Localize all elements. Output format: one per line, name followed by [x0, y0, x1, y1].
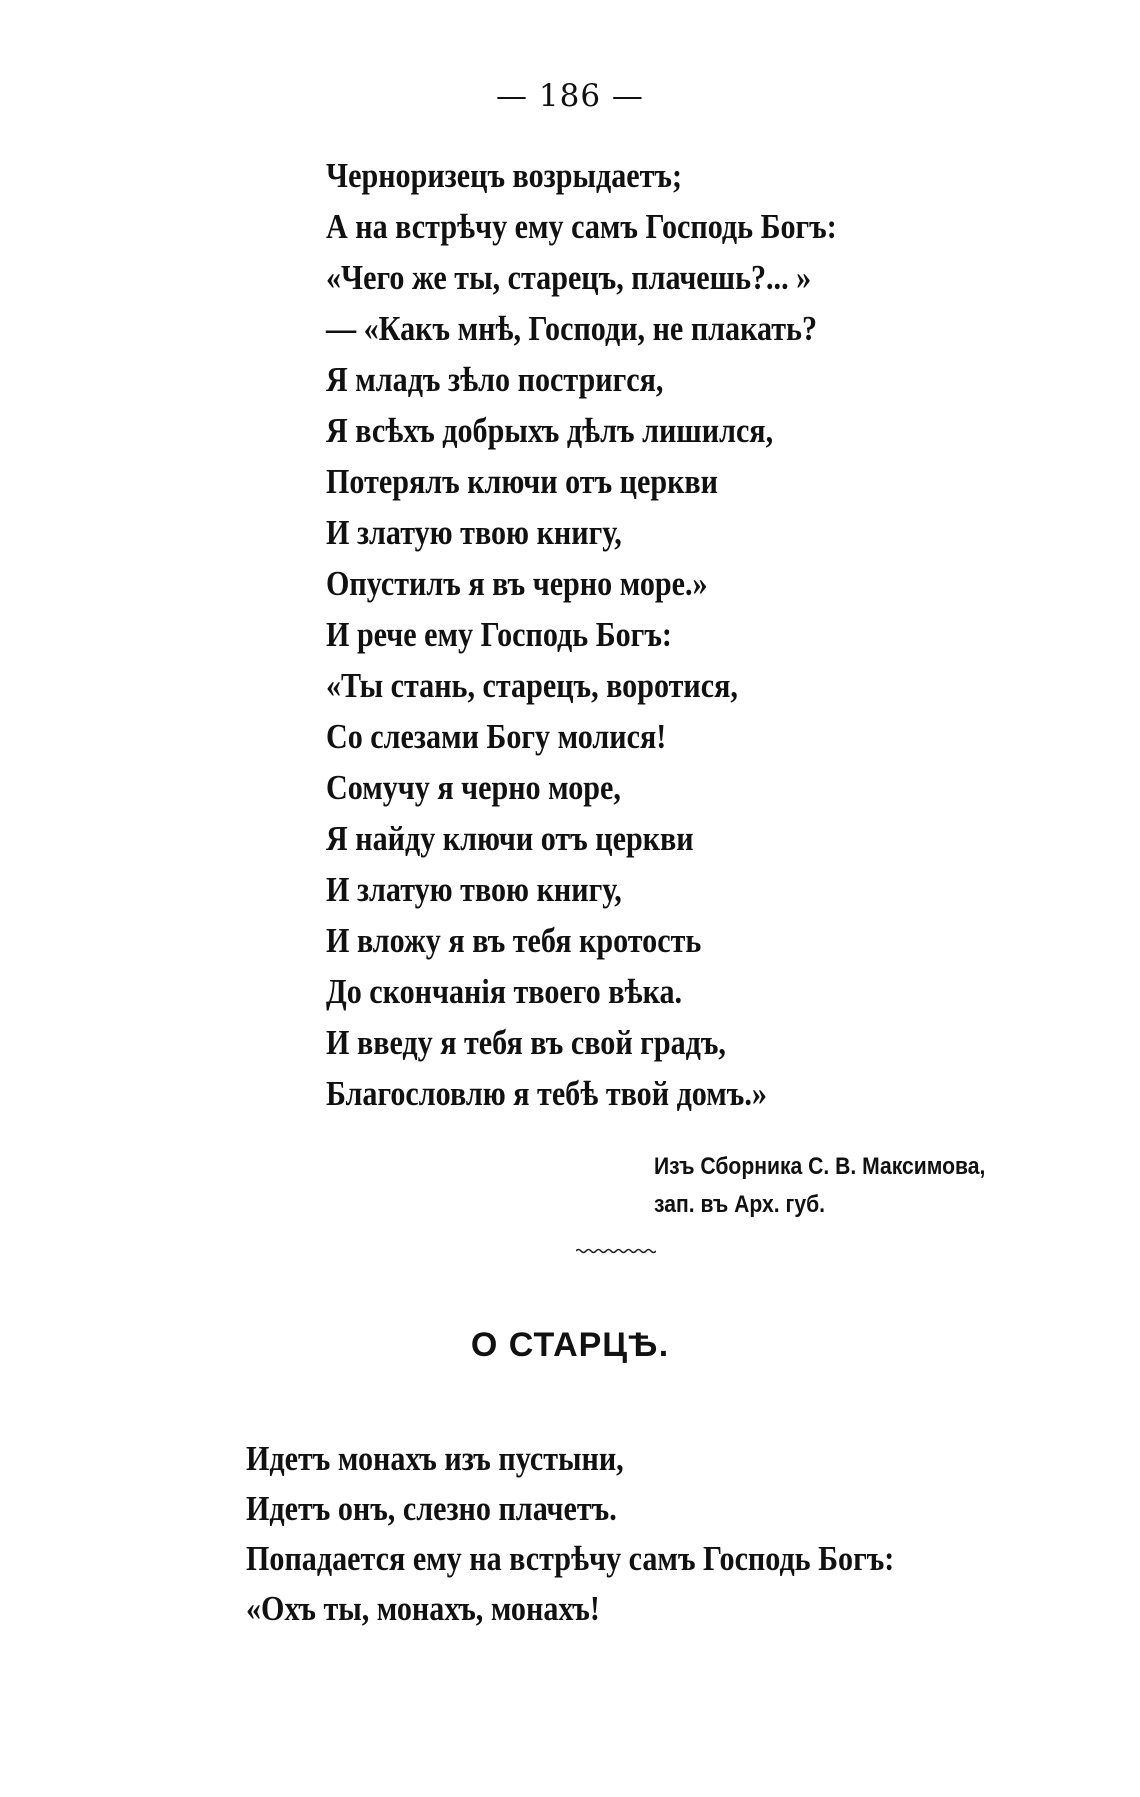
- poem-line: До скончанія твоего вѣка.: [326, 972, 683, 1011]
- source-line: Изъ Сборника С. В. Максимова,: [654, 1153, 986, 1180]
- poem-line: И рече ему Господь Богъ:: [326, 615, 672, 654]
- poem-line: И вложу я въ тебя кротость: [326, 921, 702, 960]
- poem-line: И златую твою книгу,: [326, 513, 622, 552]
- poem-line: «Охъ ты, монахъ, монахъ!: [246, 1589, 600, 1628]
- poem-continuation: [326, 150, 837, 1119]
- section-divider: [576, 1247, 656, 1255]
- poem-o-startse: [246, 1434, 894, 1634]
- poem-line: «Ты стань, старецъ, воротися,: [326, 666, 738, 705]
- poem-line: — «Какъ мнѣ, Господи, не плакать?: [326, 309, 818, 348]
- poem-line: Черноризецъ возрыдаетъ;: [326, 156, 682, 195]
- poem-line: Со слезами Богу молися!: [326, 717, 667, 756]
- poem-line: Попадается ему на встрѣчу самъ Господь Богъ:: [246, 1539, 895, 1578]
- source-line: зап. въ Арх. губ.: [654, 1191, 825, 1218]
- poem-line: Я всѣхъ добрыхъ дѣлъ лишился,: [326, 411, 774, 450]
- poem-line: Потерялъ ключи отъ церкви: [326, 462, 719, 501]
- poem-line: И златую твою книгу,: [326, 870, 622, 909]
- poem-line: «Чего же ты, старецъ, плачешь?... »: [326, 258, 812, 297]
- poem-line: Опустилъ я въ черно море.»: [326, 564, 708, 603]
- poem-line: Идетъ монахъ изъ пустыни,: [246, 1439, 624, 1478]
- section-title: О СТАРЦѢ.: [470, 1326, 670, 1364]
- poem-line: Я младъ зѣло постригся,: [326, 360, 664, 399]
- poem-line: А на встрѣчу ему самъ Господь Богъ:: [326, 207, 837, 246]
- page-number: — 186 —: [496, 78, 644, 114]
- poem-line: Благословлю я тебѣ твой домъ.»: [326, 1074, 767, 1113]
- poem-line: Идетъ онъ, слезно плачетъ.: [246, 1489, 617, 1528]
- poem-line: И введу я тебя въ свой градъ,: [326, 1023, 726, 1062]
- poem-line: Сомучу я черно море,: [326, 768, 621, 807]
- source-attribution: [654, 1148, 985, 1224]
- poem-line: Я найду ключи отъ церкви: [326, 819, 694, 858]
